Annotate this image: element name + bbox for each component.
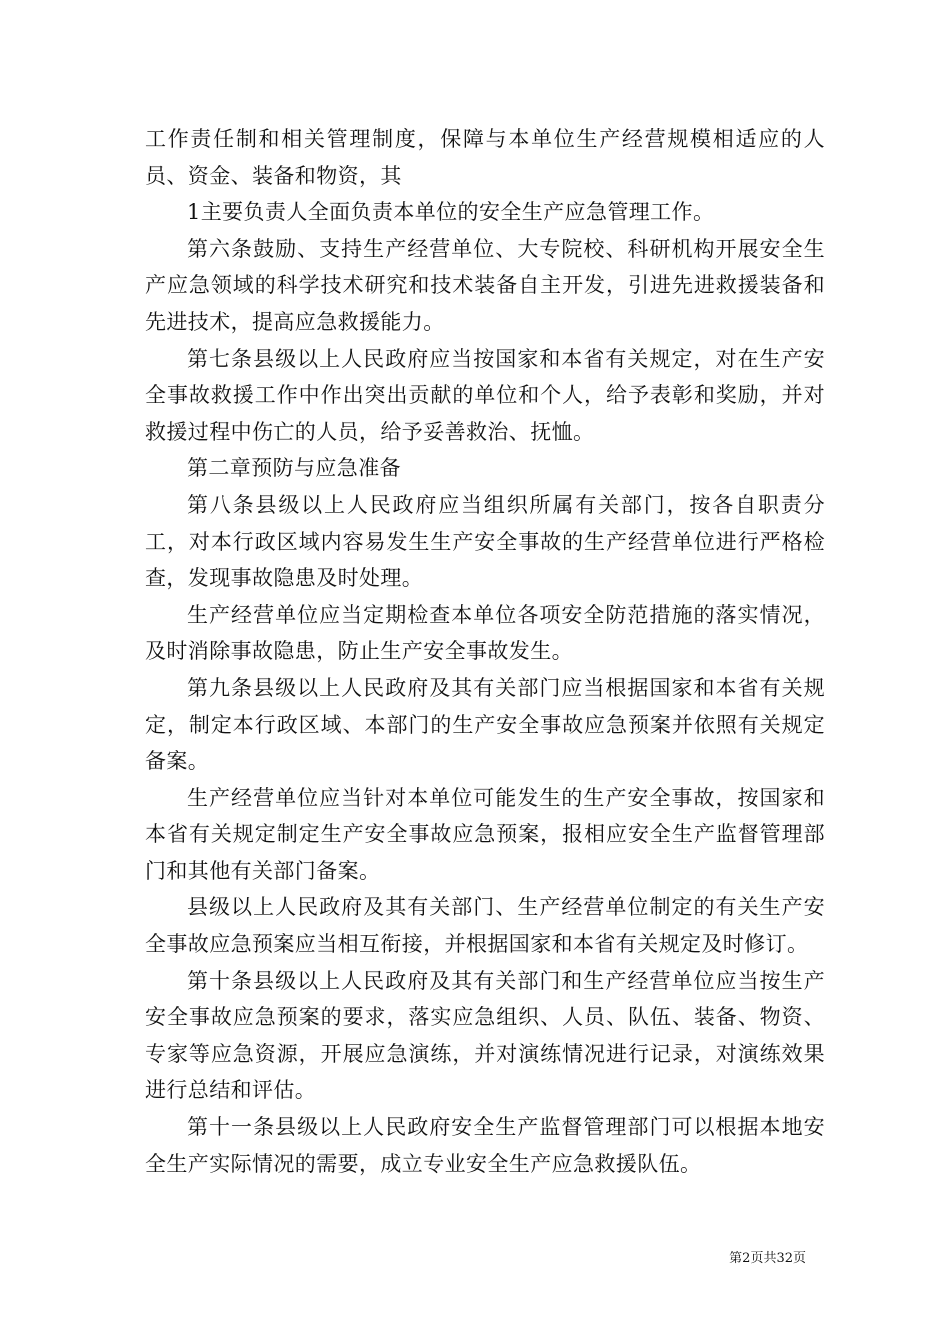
paragraph-4: 第七条县级以上人民政府应当按国家和本省有关规定，对在生产安全事故救援工作中作出突出贡献的单位和个人，给予表彰和奖励，并对救援过程中伤亡的人员，给予妥善救治、抚恤。 — [145, 346, 825, 444]
paragraph-11: 第十条县级以上人民政府及其有关部门和生产经营单位应当按生产安全事故应急预案的要求，落实应急组织、人员、队伍、装备、物资、专家等应急资源，开展应急演练，并对演练情况进行记录，对演练效果进行总结和评估。 — [145, 968, 825, 1103]
document-body — [145, 121, 825, 1182]
paragraph-2: 1主要负责人全面负责本单位的安全生产应急管理工作。 — [187, 200, 715, 225]
paragraph-12: 第十一条县级以上人民政府安全生产监督管理部门可以根据本地安全生产实际情况的需要，成立专业安全生产应急救援队伍。 — [145, 1115, 825, 1176]
paragraph-8: 第九条县级以上人民政府及其有关部门应当根据国家和本省有关规定，制定本行政区域、本部门的生产安全事故应急预案并依照有关规定备案。 — [145, 675, 825, 774]
paragraph-9: 生产经营单位应当针对本单位可能发生的生产安全事故，按国家和本省有关规定制定生产安全事故应急预案，报相应安全生产监督管理部门和其他有关部门备案。 — [145, 785, 825, 883]
paragraph-10: 县级以上人民政府及其有关部门、生产经营单位制定的有关生产安全事故应急预案应当相互衔接，并根据国家和本省有关规定及时修订。 — [145, 895, 825, 957]
page-footer — [729, 1250, 806, 1268]
chapter-heading: 第二章预防与应急准备 — [187, 456, 401, 481]
paragraph-3: 第六条鼓励、支持生产经营单位、大专院校、科研机构开展安全生产应急领域的科学技术研究和技术装备自主开发，引进先进救援装备和先进技术，提高应急救援能力。 — [145, 236, 825, 334]
paragraph-7: 生产经营单位应当定期检查本单位各项安全防范措施的落实情况，及时消除事故隐患，防止生产安全事故发生。 — [145, 602, 825, 664]
paragraph-1: 工作责任制和相关管理制度，保障与本单位生产经营规模相适应的人员、资金、装备和物资，其 — [145, 127, 825, 188]
page-number: 第2页共32页 — [729, 1251, 806, 1266]
paragraph-6: 第八条县级以上人民政府应当组织所属有关部门，按各自职责分工，对本行政区域内容易发生生产安全事故的生产经营单位进行严格检查，发现事故隐患及时处理。 — [145, 492, 825, 591]
